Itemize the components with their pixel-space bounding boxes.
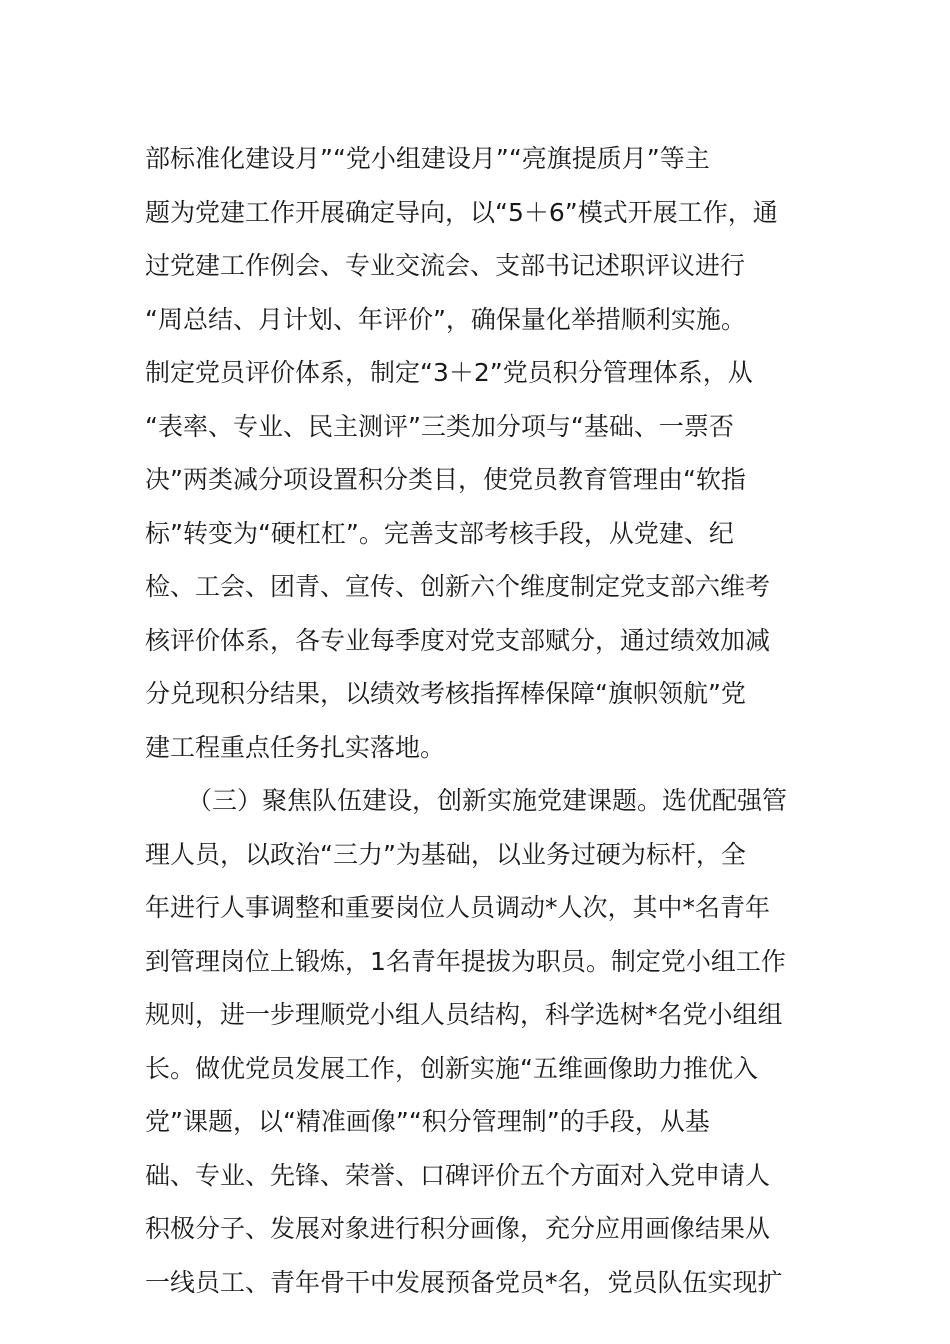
text-line: 积极分子、发展对象进行积分画像，充分应用画像结果从 [145, 1214, 771, 1243]
text-line: 检、工会、团青、宣传、创新六个维度制定党支部六维考 [145, 572, 771, 601]
body-text [145, 132, 810, 1309]
text-line: 理人员，以政治“三力”为基础，以业务过硬为标杆，全 [145, 839, 746, 869]
text-line: 核评价体系，各专业每季度对党支部赋分，通过绩效加减 [145, 625, 771, 655]
text-line: 党”课题，以“精准画像”“积分管理制”的手段，从基 [145, 1107, 710, 1136]
text-line: 过党建工作例会、专业交流会、支部书记述职评议进行 [145, 251, 746, 280]
text-line: 到管理岗位上锻炼，1名青年提拔为职员。制定党小组工作 [145, 946, 786, 976]
text-line: 一线员工、青年骨干中发展预备党员*名，党员队伍实现扩 [145, 1267, 783, 1297]
text-line: 标”转变为“硬杠杠”。完善支部考核手段，从党建、纪 [145, 518, 734, 548]
text-line: “周总结、月计划、年评价”，确保量化举措顺利实施。 [145, 304, 746, 334]
text-line: 题为党建工作开展确定导向，以“5＋6”模式开展工作，通 [145, 197, 778, 227]
text-line: 建工程重点任务扎实落地。 [145, 732, 446, 762]
text-line: 年进行人事调整和重要岗位人员调动*人次，其中*名青年 [145, 893, 771, 922]
text-line: 决”两类减分项设置积分类目，使党员教育管理由“软指 [145, 465, 746, 494]
text-line: 础、专业、先锋、荣誉、口碑评价五个方面对入党申请人 [145, 1160, 771, 1190]
text-line: 长。做优党员发展工作，创新实施“五维画像助力推优入 [145, 1053, 758, 1083]
text-line: 部标准化建设月”“党小组建设月”“亮旗提质月”等主 [145, 144, 710, 173]
section-heading-line: （三）聚焦队伍建设，创新实施党建课题。选优配强管 [187, 786, 788, 815]
text-line: 分兑现积分结果，以绩效考核指挥棒保障“旗帜领航”党 [145, 679, 746, 708]
text-line: 制定党员评价体系，制定“3＋2”党员积分管理体系，从 [145, 358, 753, 387]
text-line: “表率、专业、民主测评”三类加分项与“基础、一票否 [145, 411, 734, 441]
text-line: 规则，进一步理顺党小组人员结构，科学选树*名党小组组 [145, 1000, 783, 1029]
